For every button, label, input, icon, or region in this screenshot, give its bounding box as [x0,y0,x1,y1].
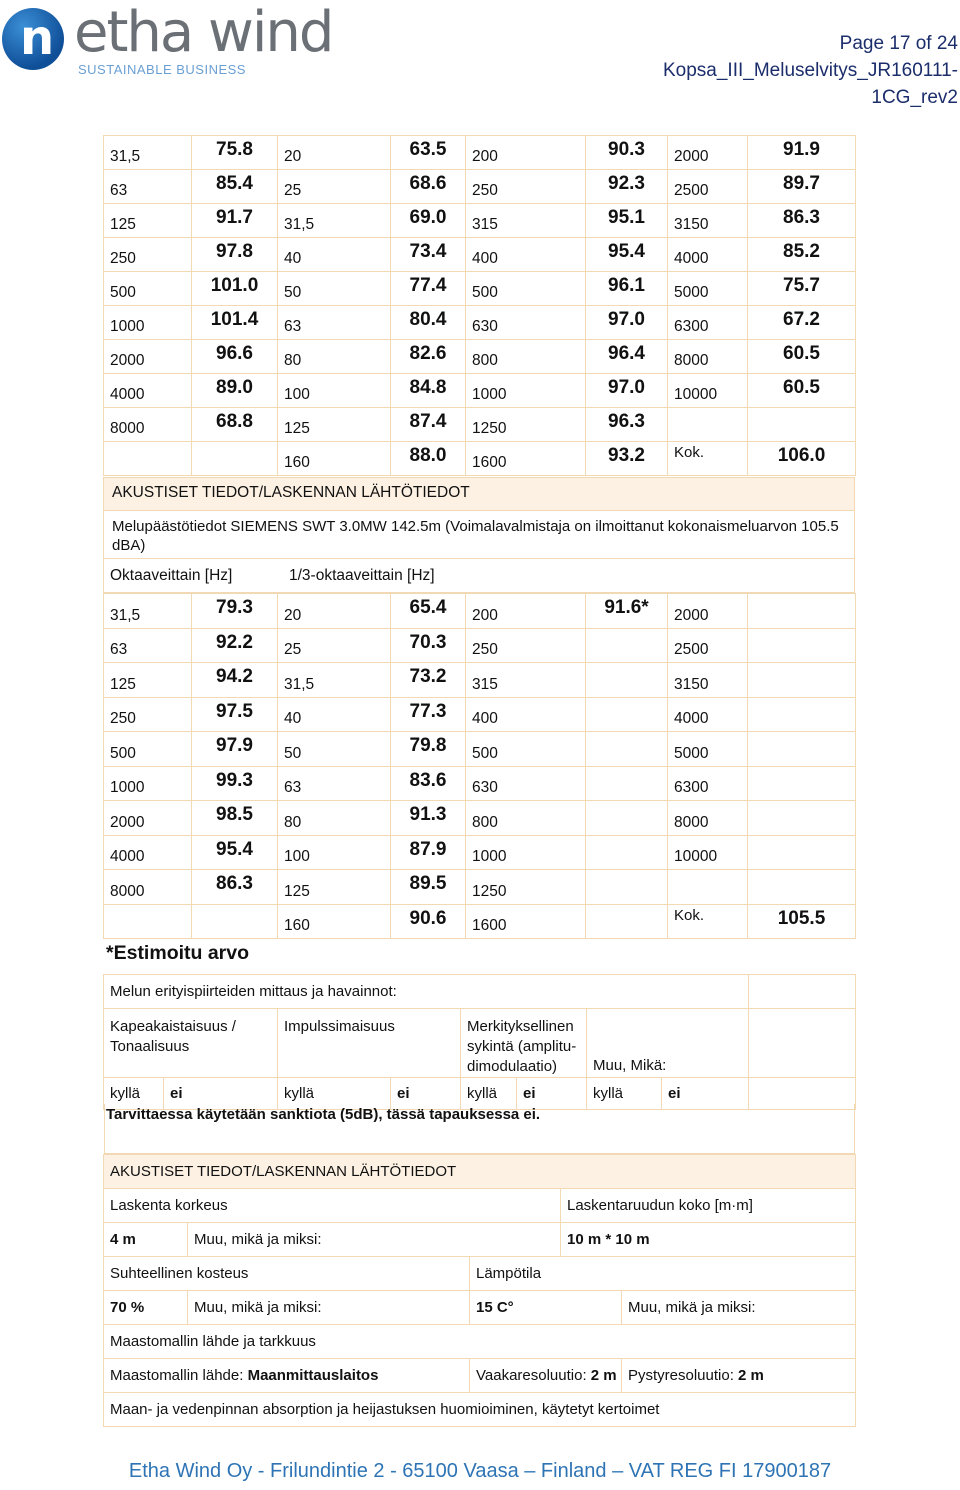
level-cell: 87.4 [391,408,466,442]
amplitude-no: ei [517,1078,587,1110]
level-cell: 106.0 [748,442,856,476]
level-cell: 77.3 [391,697,466,732]
section-heading-2: AKUSTISET TIEDOT/LASKENNAN LÄHTÖTIEDOT [104,1155,856,1189]
level-cell: 95.4 [192,835,278,870]
logo-name: etha wind [74,0,333,65]
level-cell: 101.0 [192,272,278,306]
calc-height-label: Laskenta korkeus [104,1189,561,1223]
absorption-label: Maan- ja vedenpinnan absorption ja heijastuksen huomioiminen, käytetyt kertoimet [104,1393,856,1427]
frequency-cell: 250 [104,238,192,272]
amplitude-header: Merkityksellinen sykintä (amplitu-dimodulaatio) [461,1009,587,1078]
level-cell: 85.2 [748,238,856,272]
level-cell: 89.7 [748,170,856,204]
frequency-cell: 6300 [668,306,748,340]
level-cell: 97.9 [192,732,278,767]
frequency-cell: 25 [278,170,391,204]
level-cell: 70.3 [391,628,466,663]
temperature-other: Muu, mikä ja miksi: [622,1291,856,1325]
terrain-model-label: Maastomallin lähde ja tarkkuus [104,1325,856,1359]
frequency-cell: 1000 [104,766,192,801]
frequency-cell: 1000 [466,374,586,408]
level-cell [748,663,856,698]
frequency-cell: 250 [104,697,192,732]
level-cell: 83.6 [391,766,466,801]
grid-size-label: Laskentaruudun koko [m·m] [561,1189,856,1223]
horizontal-resolution [470,1359,622,1393]
frequency-cell: 2500 [668,170,748,204]
frequency-cell: 315 [466,663,586,698]
frequency-cell: 80 [278,340,391,374]
other-no: ei [662,1078,749,1110]
level-cell [192,442,278,476]
document-rev: 1CG_rev2 [871,87,958,108]
frequency-cell: 200 [466,136,586,170]
level-cell [586,663,668,698]
impulse-yes: kyllä [278,1078,391,1110]
frequency-cell: 4000 [104,374,192,408]
frequency-cell: Kok. [668,904,748,939]
frequency-cell: 125 [278,408,391,442]
table-row [104,136,856,170]
sanction-note-box [104,1104,855,1154]
table-row [104,204,856,238]
table-row [104,870,856,905]
level-cell: 73.4 [391,238,466,272]
page-header-info [663,30,958,111]
frequency-cell: 4000 [668,238,748,272]
frequency-cell: 1250 [466,408,586,442]
level-cell [586,835,668,870]
octave-header: Oktaaveittain [Hz] [110,567,233,584]
frequency-cell: 100 [278,835,391,870]
table-row [104,835,856,870]
level-cell: 89.5 [391,870,466,905]
frequency-cell: 80 [278,801,391,836]
frequency-cell: 2000 [104,340,192,374]
level-cell [192,904,278,939]
frequency-cell: 400 [466,697,586,732]
level-cell: 97.8 [192,238,278,272]
table-row [104,904,856,939]
level-cell: 68.6 [391,170,466,204]
frequency-cell: 1000 [104,306,192,340]
frequency-cell: 4000 [668,697,748,732]
impulse-no: ei [391,1078,461,1110]
page-number: Page 17 of 24 [839,33,958,54]
level-cell: 101.4 [192,306,278,340]
frequency-cell: Kok. [668,442,748,476]
level-cell: 105.5 [748,904,856,939]
frequency-cell: 2500 [668,628,748,663]
level-cell: 99.3 [192,766,278,801]
level-cell [748,594,856,629]
frequency-cell: 800 [466,801,586,836]
level-cell: 97.0 [586,306,668,340]
level-cell [586,870,668,905]
sanction-note: Tarvittaessa käytetään sanktiota (5dB), tässä tapauksessa ei. [106,1106,541,1123]
level-cell: 60.5 [748,340,856,374]
frequency-cell: 10000 [668,374,748,408]
terrain-source-label: Maastomallin lähde: [110,1367,248,1384]
horizontal-resolution-value: 2 m [590,1367,617,1384]
level-cell: 60.5 [748,374,856,408]
company-logo [0,0,340,77]
other-header: Muu, Mikä: [587,1009,749,1078]
frequency-cell: 31,5 [104,136,192,170]
frequency-cell: 630 [466,306,586,340]
tonality-header: Kapeakaistaisuus / Tonaalisuus [104,1009,278,1078]
level-cell: 90.6 [391,904,466,939]
table-row [104,594,856,629]
terrain-source [104,1359,470,1393]
level-cell [748,835,856,870]
frequency-cell: 630 [466,766,586,801]
level-cell: 88.0 [391,442,466,476]
table-row [104,663,856,698]
level-cell: 91.9 [748,136,856,170]
level-cell: 86.3 [748,204,856,238]
frequency-cell: 500 [104,272,192,306]
frequency-cell: 63 [104,170,192,204]
frequency-cell: 25 [278,628,391,663]
level-cell [586,628,668,663]
frequency-cell [104,904,192,939]
level-cell [586,904,668,939]
level-cell: 96.6 [192,340,278,374]
tonality-no: ei [164,1078,278,1110]
level-cell [748,801,856,836]
level-cell: 79.3 [192,594,278,629]
frequency-cell: 8000 [104,870,192,905]
frequency-cell: 8000 [104,408,192,442]
frequency-cell: 5000 [668,272,748,306]
level-cell [748,732,856,767]
frequency-cell: 20 [278,136,391,170]
table-row [104,408,856,442]
frequency-cell: 400 [466,238,586,272]
noise-features-table [103,974,856,1110]
frequency-cell [104,442,192,476]
frequency-cell: 2000 [104,801,192,836]
frequency-cell: 500 [466,732,586,767]
frequency-cell: 3150 [668,663,748,698]
frequency-cell: 50 [278,272,391,306]
level-cell [748,697,856,732]
level-cell: 96.4 [586,340,668,374]
table-row [104,272,856,306]
other-yes: kyllä [587,1078,662,1110]
frequency-cell: 63 [278,306,391,340]
level-cell: 86.3 [192,870,278,905]
frequency-cell: 1000 [466,835,586,870]
humidity-value: 70 % [104,1291,188,1325]
logo-circle-icon [2,8,64,70]
level-cell: 69.0 [391,204,466,238]
frequency-cell: 20 [278,594,391,629]
level-cell: 96.3 [586,408,668,442]
level-cell: 97.5 [192,697,278,732]
frequency-cell: 3150 [668,204,748,238]
frequency-cell: 315 [466,204,586,238]
table-row [104,766,856,801]
level-cell: 77.4 [391,272,466,306]
impulse-header: Impulssimaisuus [278,1009,461,1078]
level-cell: 87.9 [391,835,466,870]
page-footer: Etha Wind Oy - Frilundintie 2 - 65100 Vaasa – Finland – VAT REG FI 17900187 [128,1460,832,1482]
humidity-other: Muu, mikä ja miksi: [188,1291,470,1325]
level-cell: 89.0 [192,374,278,408]
frequency-cell: 125 [104,204,192,238]
level-cell: 75.8 [192,136,278,170]
frequency-cell: 31,5 [278,204,391,238]
level-cell: 91.3 [391,801,466,836]
table-row [104,442,856,476]
frequency-cell: 31,5 [104,594,192,629]
level-cell: 63.5 [391,136,466,170]
level-cell: 91.6* [586,594,668,629]
frequency-cell: 31,5 [278,663,391,698]
frequency-cell: 500 [104,732,192,767]
level-cell: 85.4 [192,170,278,204]
frequency-cell: 125 [278,870,391,905]
frequency-cell: 1600 [466,442,586,476]
frequency-cell: 40 [278,238,391,272]
level-cell: 82.6 [391,340,466,374]
logo-tagline: SUSTAINABLE BUSINESS [78,62,246,77]
tonality-yes: kyllä [104,1078,164,1110]
calc-height-value: 4 m [104,1223,188,1257]
section-heading-1: AKUSTISET TIEDOT/LASKENNAN LÄHTÖTIEDOT [103,477,855,511]
vertical-resolution-value: 2 m [738,1367,764,1384]
frequency-cell: 63 [104,628,192,663]
frequency-cell: 8000 [668,801,748,836]
level-cell: 95.1 [586,204,668,238]
frequency-cell: 50 [278,732,391,767]
level-cell [748,628,856,663]
frequency-cell: 6300 [668,766,748,801]
level-cell: 93.2 [586,442,668,476]
estimate-note: *Estimoitu arvo [106,942,250,964]
level-cell [586,732,668,767]
level-cell [586,801,668,836]
level-cell: 92.2 [192,628,278,663]
level-cell: 96.1 [586,272,668,306]
amplitude-yes: kyllä [461,1078,517,1110]
table-row [104,374,856,408]
table-row [104,697,856,732]
level-cell: 84.8 [391,374,466,408]
level-cell [586,766,668,801]
frequency-cell [668,870,748,905]
level-cell: 80.4 [391,306,466,340]
level-cell: 65.4 [391,594,466,629]
noise-table-1 [103,135,856,476]
features-title: Melun erityispiirteiden mittaus ja havainnot: [104,975,749,1009]
level-cell: 97.0 [586,374,668,408]
level-cell: 95.4 [586,238,668,272]
humidity-label: Suhteellinen kosteus [104,1257,470,1291]
frequency-cell: 500 [466,272,586,306]
level-cell: 94.2 [192,663,278,698]
calculation-params-table [103,1154,856,1427]
noise-emission-info: Melupäästötiedot SIEMENS SWT 3.0MW 142.5m (Voimalavalmistaja on ilmoittanut kokonaismeluarvon 105.5 dBA) [103,511,855,559]
level-cell: 75.7 [748,272,856,306]
table-row [104,628,856,663]
level-cell: 91.7 [192,204,278,238]
level-cell: 98.5 [192,801,278,836]
terrain-source-value: Maanmittauslaitos [247,1367,379,1384]
frequency-cell: 2000 [668,594,748,629]
vertical-resolution [622,1359,856,1393]
grid-size-value: 10 m * 10 m [561,1223,856,1257]
level-cell: 90.3 [586,136,668,170]
third-octave-header: 1/3-oktaaveittain [Hz] [289,567,435,584]
level-cell [748,408,856,442]
table-row [104,801,856,836]
table-row [104,306,856,340]
level-cell [748,870,856,905]
level-cell [586,697,668,732]
frequency-headers [103,559,855,593]
frequency-cell: 2000 [668,136,748,170]
frequency-cell: 125 [104,663,192,698]
level-cell: 79.8 [391,732,466,767]
table-row [104,238,856,272]
temperature-label: Lämpötila [470,1257,856,1291]
frequency-cell: 800 [466,340,586,374]
frequency-cell: 200 [466,594,586,629]
frequency-cell: 160 [278,442,391,476]
frequency-cell: 4000 [104,835,192,870]
frequency-cell: 250 [466,628,586,663]
level-cell [748,766,856,801]
frequency-cell: 250 [466,170,586,204]
level-cell: 68.8 [192,408,278,442]
level-cell: 73.2 [391,663,466,698]
document-id: Kopsa_III_Meluselvitys_JR160111- [662,60,958,81]
table-row [104,340,856,374]
level-cell: 67.2 [748,306,856,340]
vertical-resolution-label: Pystyresoluutio: [628,1367,739,1384]
frequency-cell: 63 [278,766,391,801]
frequency-cell: 5000 [668,732,748,767]
frequency-cell: 1600 [466,904,586,939]
logo-letter: n [20,10,55,66]
frequency-cell: 10000 [668,835,748,870]
horizontal-resolution-label: Vaakaresoluutio: [476,1367,591,1384]
frequency-cell: 40 [278,697,391,732]
table-row [104,732,856,767]
frequency-cell: 160 [278,904,391,939]
level-cell: 92.3 [586,170,668,204]
frequency-cell [668,408,748,442]
frequency-cell: 100 [278,374,391,408]
frequency-cell: 8000 [668,340,748,374]
calc-height-other: Muu, mikä ja miksi: [188,1223,561,1257]
noise-table-2 [103,593,856,939]
table-row [104,170,856,204]
frequency-cell: 1250 [466,870,586,905]
temperature-value: 15 C° [470,1291,622,1325]
